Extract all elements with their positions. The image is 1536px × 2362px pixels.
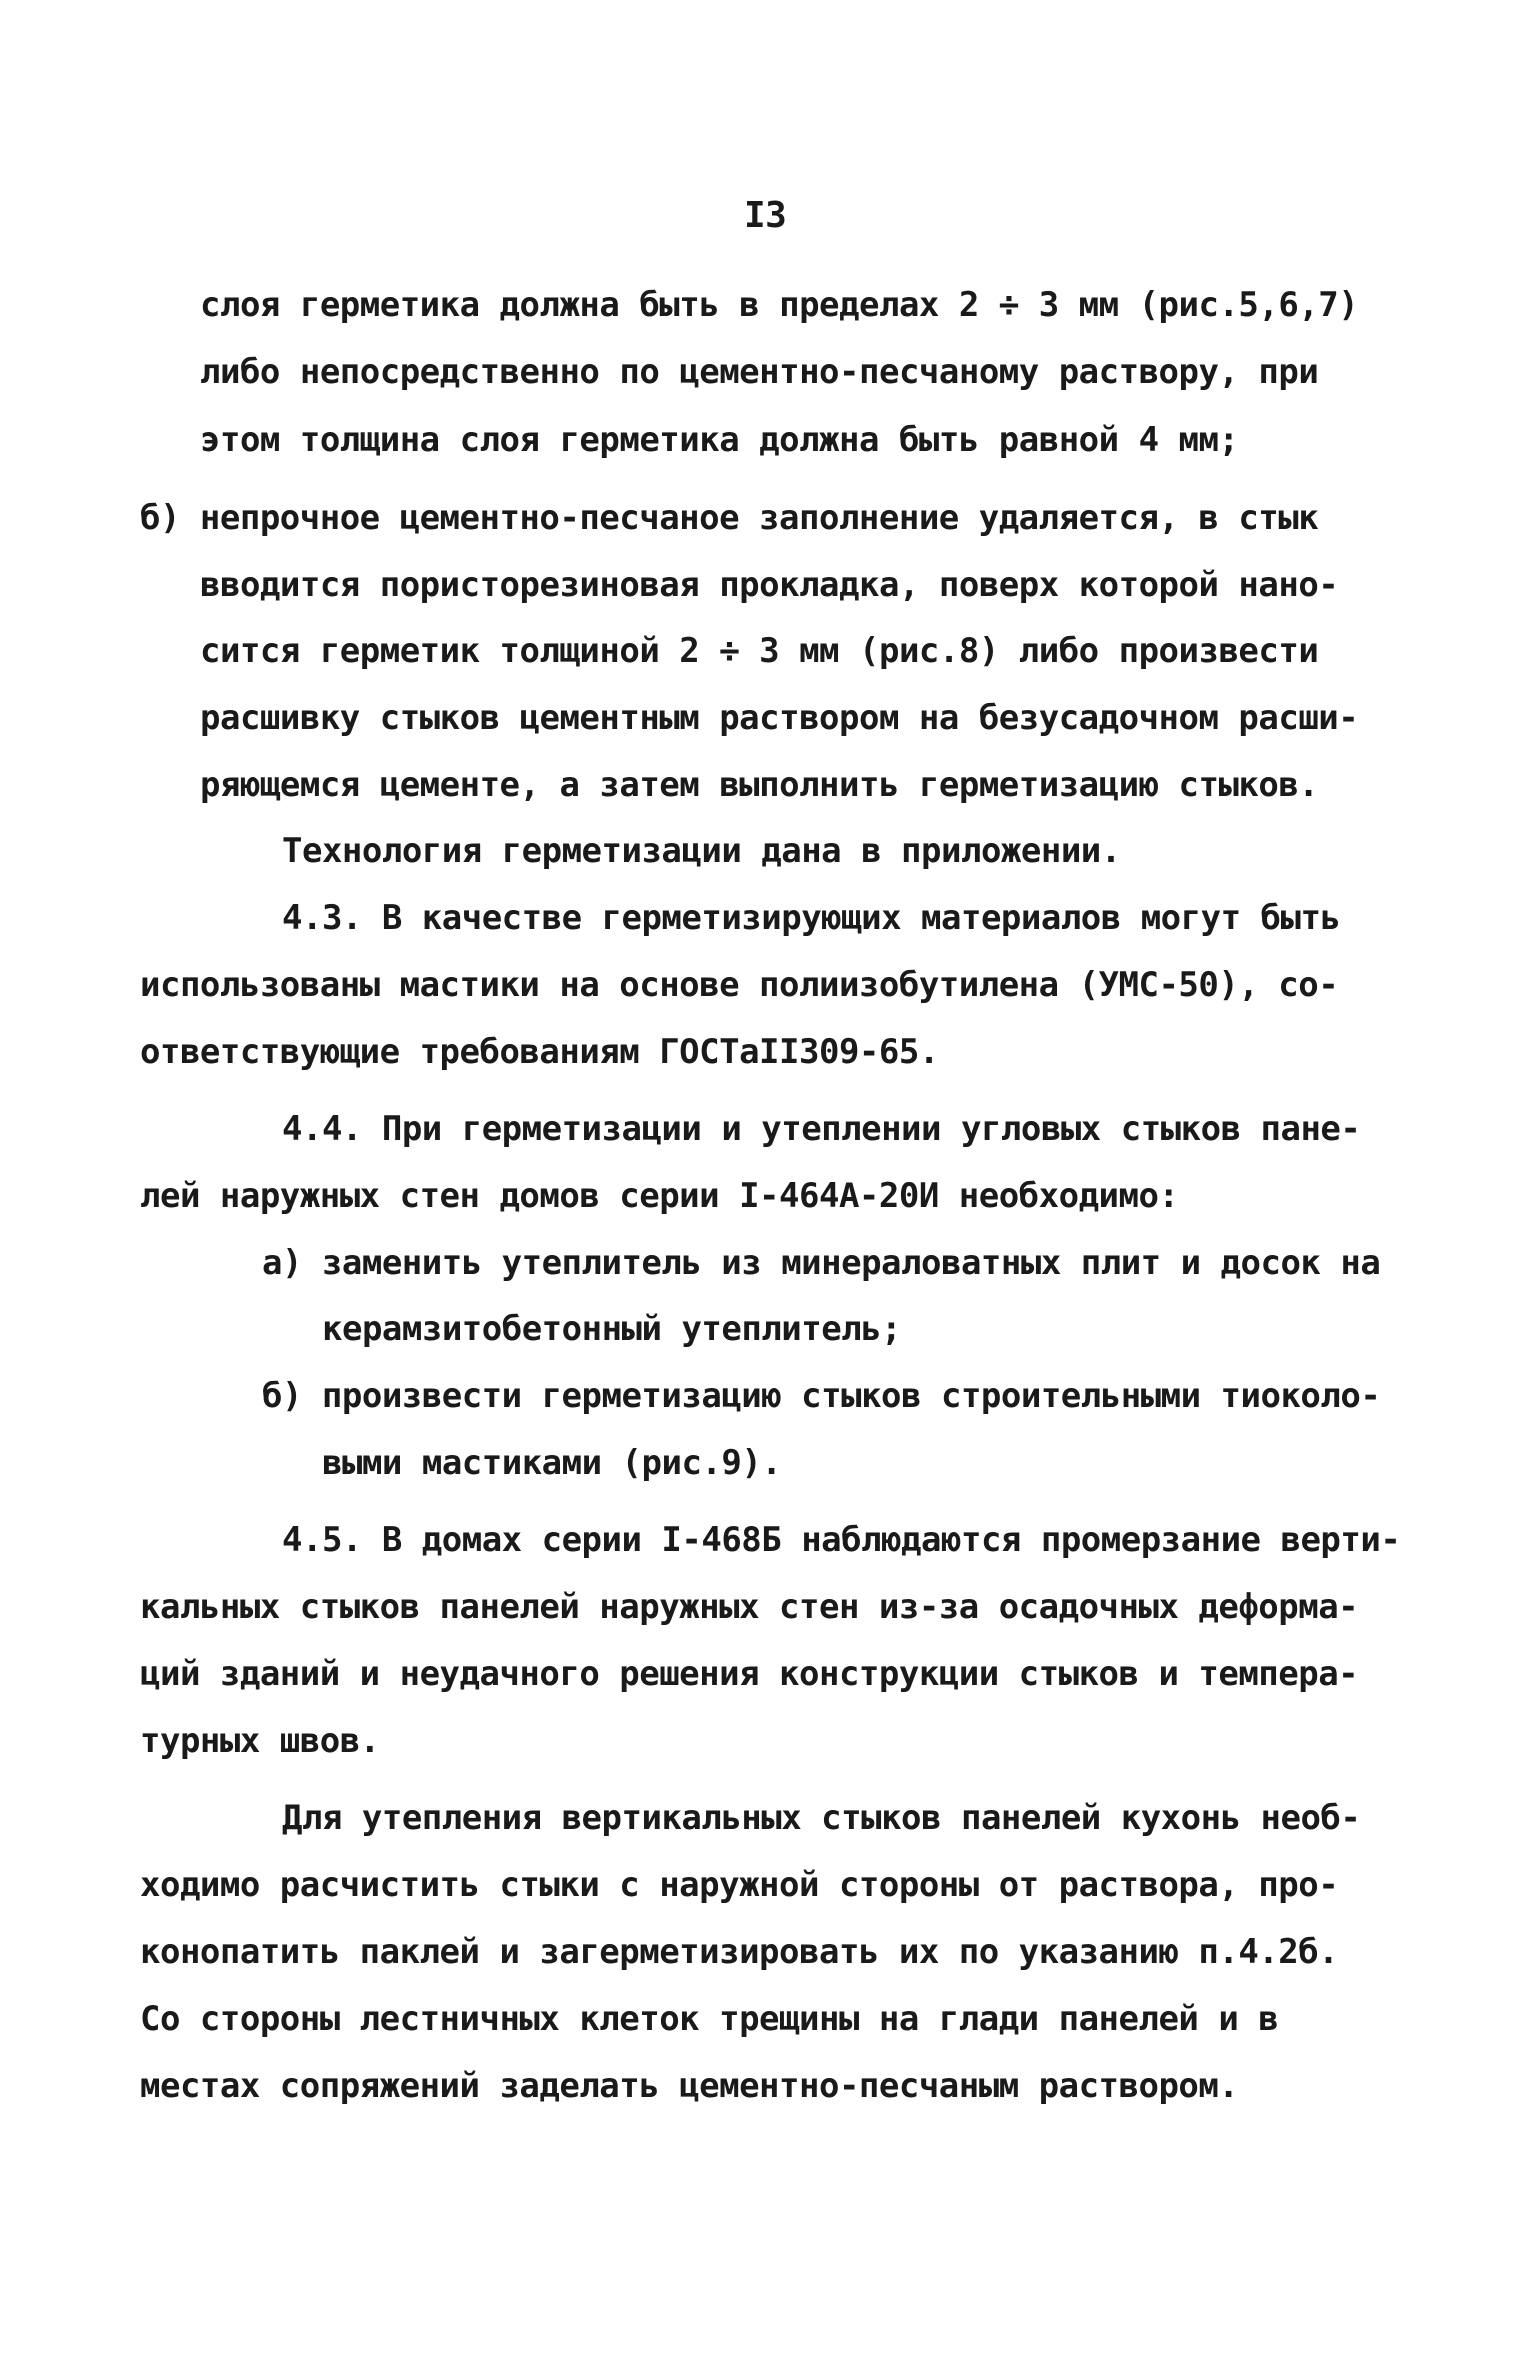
text-line: ответствующие требованиям ГОСТаII309-65. [140,1032,939,1072]
text-line: ряющемся цементе, а затем выполнить герметизацию стыков. [200,765,1319,805]
text-line: либо непосредственно по цементно-песчаному раствору, при [200,352,1319,392]
text-line: местах сопряжений заделать цементно-песчаным раствором. [140,2066,1239,2106]
text-line: ций зданий и неудачного решения конструкции стыков и темпера- [140,1654,1359,1694]
text-line: кальных стыков панелей наружных стен из-за осадочных деформа- [140,1587,1359,1627]
text-line: 4.4. При герметизации и утеплении угловых стыков пане- [282,1109,1361,1149]
text-line: вводится пористорезиновая прокладка, поверх которой нано- [200,565,1339,605]
text-line: Со стороны лестничных клеток трещины на глади панелей и в [140,1999,1279,2039]
text-line: ходимо расчистить стыки с наружной стороны от раствора, про- [140,1865,1339,1905]
text-line: б) произвести герметизацию стыков строительными тиоколо- [262,1376,1381,1416]
text-line: использованы мастики на основе полиизобутилена (УМС-50), со- [140,965,1339,1005]
text-line: турных швов. [140,1721,380,1761]
text-line: конопатить паклей и загерметизировать их по указанию п.4.2б. [140,1932,1339,1972]
text-line: этом толщина слоя герметика должна быть равной 4 мм; [200,420,1239,460]
text-line: б) непрочное цементно-песчаное заполнение удаляется, в стык [140,498,1319,538]
page-number: I3 [744,195,787,236]
text-line: расшивку стыков цементным раствором на безусадочном расши- [200,698,1359,738]
text-line: 4.3. В качестве герметизирующих материалов могут быть [282,898,1341,938]
text-line: сится герметик толщиной 2 ÷ 3 мм (рис.8) либо произвести [200,631,1319,671]
text-line: Технология герметизации дана в приложении. [282,831,1121,871]
text-line: лей наружных стен домов серии I-464А-20И необходимо: [140,1176,1179,1216]
text-line: слоя герметика должна быть в пределах 2 ÷ 3 мм (рис.5,6,7) [200,285,1359,325]
text-line: 4.5. В домах серии I-468Б наблюдаются промерзание верти- [282,1520,1401,1560]
text-line: керамзитобетонный утеплитель; [322,1309,902,1349]
text-line: Для утепления вертикальных стыков панелей кухонь необ- [282,1798,1361,1838]
text-line: а) заменить утеплитель из минераловатных плит и досок на [262,1243,1381,1283]
text-line: выми мастиками (рис.9). [322,1443,782,1483]
